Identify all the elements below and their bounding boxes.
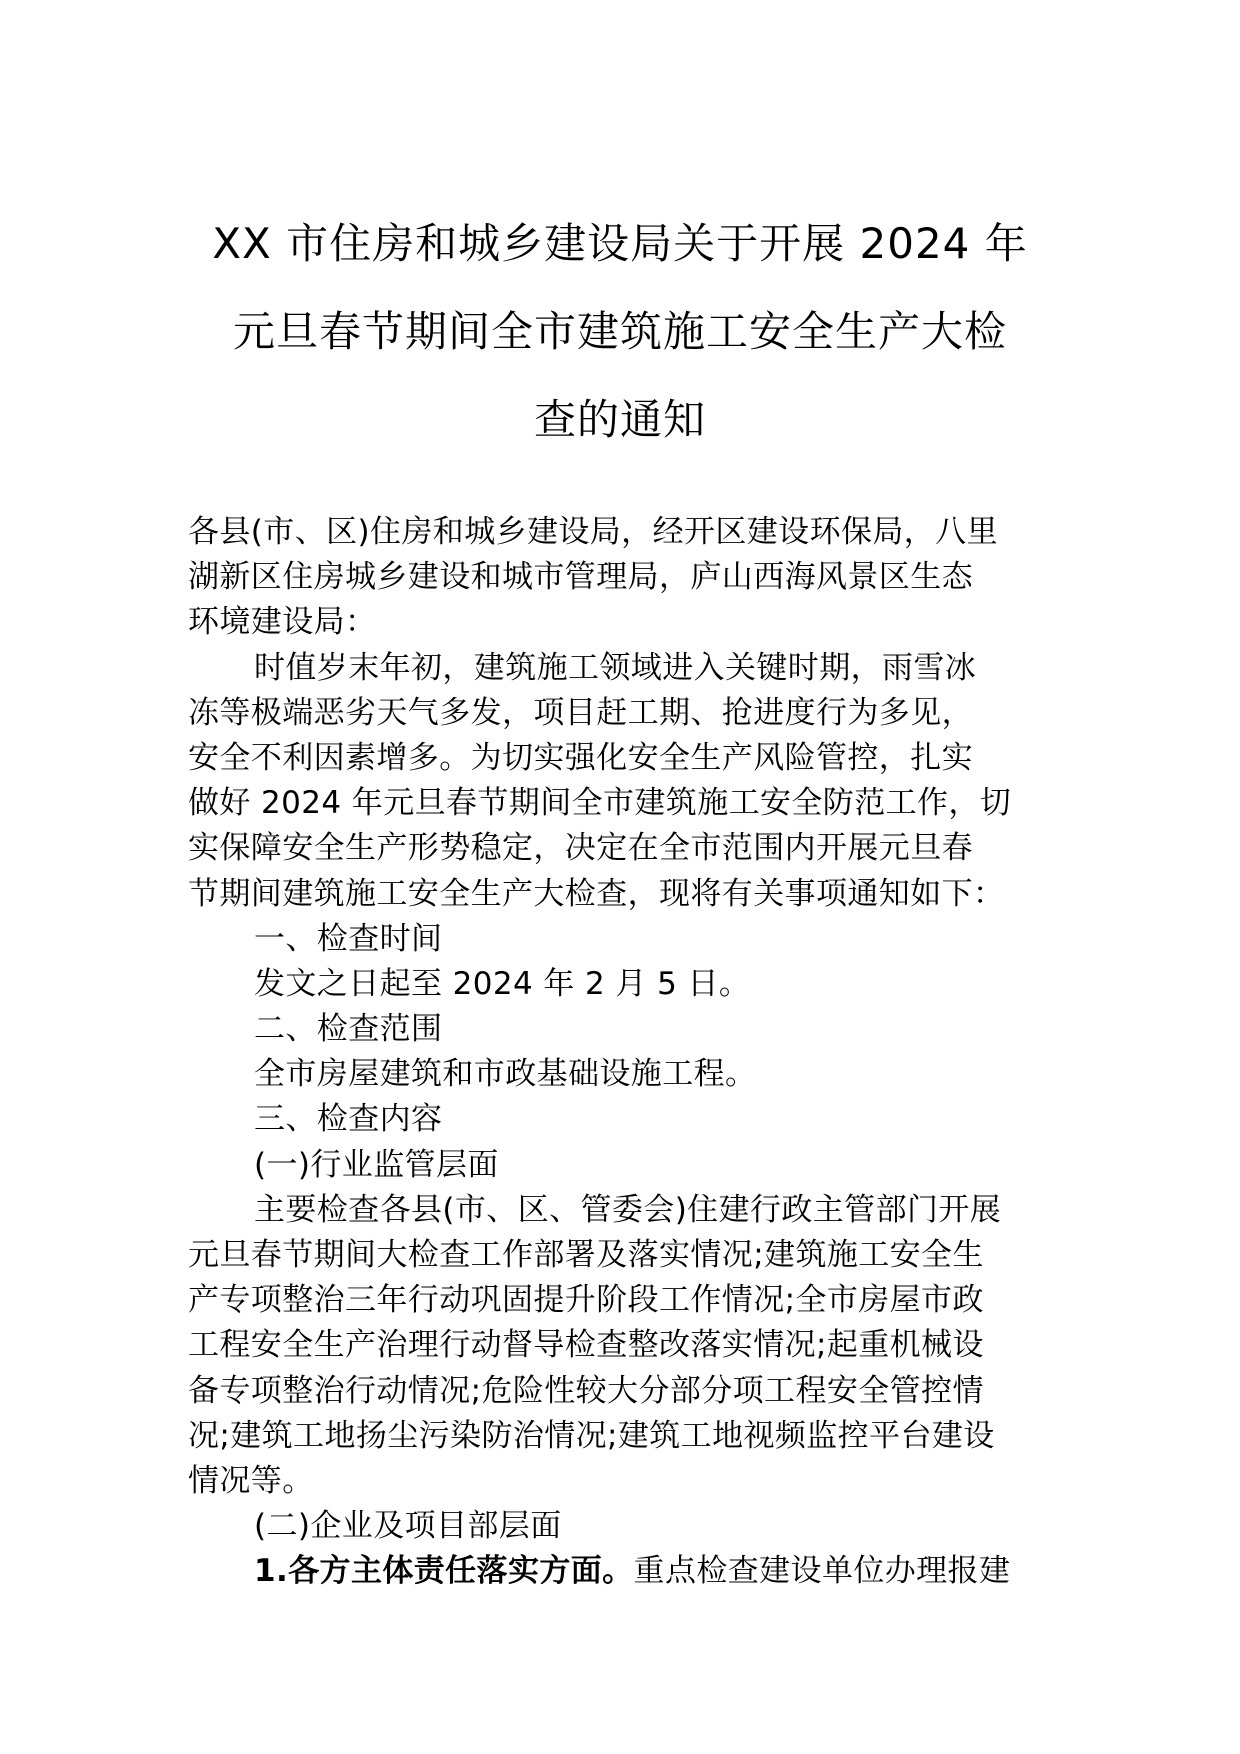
text-line: 情况等。 (188, 1462, 314, 1499)
subsection-heading: (二)企业及项目部层面 (254, 1508, 562, 1545)
document-title (200, 200, 1040, 464)
text-line: 元旦春节期间大检查工作部署及落实情况;建筑施工安全生 (188, 1237, 984, 1273)
item-paragraph (188, 1549, 1056, 1594)
section-content: 发文之日起至 2024 年 2 月 5 日。 (254, 965, 751, 1002)
title-line: 查的通知 (533, 395, 706, 444)
text-line: 时值岁末年初，建筑施工领域进入关键时期，雨雪冰 (254, 649, 977, 686)
section-heading: 三、检查内容 (254, 1101, 443, 1138)
text-line: 安全不利因素增多。为切实强化安全生产风险管控，扎实 (188, 739, 973, 776)
text-line: 况;建筑工地扬尘污染防治情况;建筑工地视频监控平台建设 (188, 1417, 995, 1454)
text-line: 各县(市、区)住房和城乡建设局，经开区建设环保局，八里 (188, 514, 998, 550)
subsection-heading: (一)行业监管层面 (254, 1146, 499, 1183)
text-line: 做好 2024 年元旦春节期间全市建筑施工安全防范工作，切 (188, 785, 1012, 822)
section-heading: 二、检查范围 (254, 1011, 443, 1048)
text-line: 实保障安全生产形势稳定，决定在全市范围内开展元旦春 (188, 830, 973, 867)
text-line: 节期间建筑施工安全生产大检查，现将有关事项通知如下： (188, 875, 1005, 912)
addressee-paragraph (188, 510, 1056, 646)
text-line: 备专项整治行动情况;危险性较大分部分项工程安全管控情 (188, 1372, 984, 1409)
text-line: 产专项整治三年行动巩固提升阶段工作情况;全市房屋市政 (188, 1282, 984, 1319)
title-line: 元旦春节期间全市建筑施工安全生产大检 (232, 307, 1007, 356)
text-line: 湖新区住房城乡建设和城市管理局，庐山西海风景区生态 (188, 559, 973, 596)
supervision-paragraph (188, 1188, 1056, 1504)
item-bold-label: 1.各方主体责任落实方面。 (254, 1553, 634, 1590)
text-line: 环境建设局： (188, 604, 377, 641)
document-body (188, 510, 1056, 1595)
title-line: XX 市住房和城乡建设局关于开展 2024 年 (212, 219, 1028, 268)
text-line: 冻等极端恶劣天气多发，项目赶工期、抢进度行为多见， (188, 694, 973, 731)
text-line: 工程安全生产治理行动督导检查整改落实情况;起重机械设 (188, 1327, 984, 1364)
section-content: 全市房屋建筑和市政基础设施工程。 (254, 1056, 757, 1093)
section-heading: 一、检查时间 (254, 920, 443, 957)
text-line: 主要检查各县(市、区、管委会)住建行政主管部门开展 (254, 1191, 1002, 1228)
intro-paragraph (188, 646, 1056, 917)
item-text: 重点检查建设单位办理报建 (633, 1553, 1011, 1590)
